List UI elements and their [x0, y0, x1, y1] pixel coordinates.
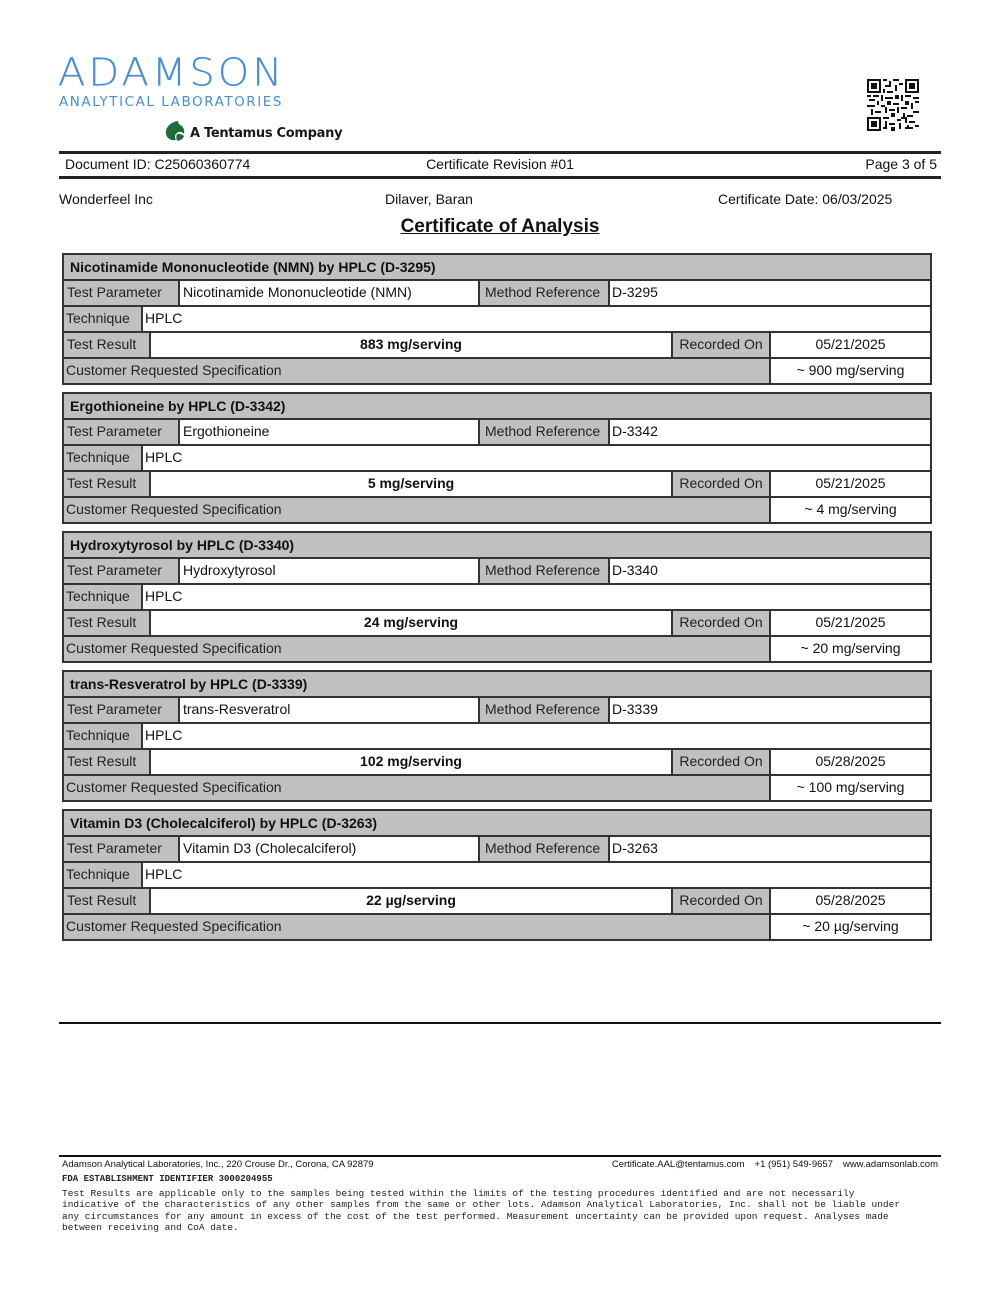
section-title-row: [64, 533, 930, 557]
customer-spec-row: [64, 635, 930, 661]
tentamus-leaf-icon: [164, 120, 186, 147]
recorded-on-date: 05/28/2025: [769, 889, 930, 913]
disclaimer: [62, 1188, 942, 1233]
section-title: Hydroxytyrosol by HPLC (D-3340): [70, 537, 295, 553]
analysis-section: [62, 392, 932, 524]
customer-spec-row: [64, 774, 930, 800]
customer-spec-value: ~ 900 mg/serving: [769, 359, 930, 383]
test-parameter-value: trans-Resveratrol: [178, 698, 478, 722]
tentamus-badge: [164, 120, 342, 147]
footer-contacts: [612, 1159, 938, 1170]
test-result-value: 24 mg/serving: [149, 611, 671, 635]
method-reference-label: Method Reference: [478, 837, 608, 861]
customer-spec-label: Customer Requested Specification: [64, 498, 769, 522]
recorded-on-label: Recorded On: [671, 750, 769, 774]
company-logo-name: ADAMSON: [58, 51, 286, 95]
test-result-label: Test Result: [64, 472, 149, 496]
technique-label: Technique: [64, 863, 141, 887]
customer-spec-value: ~ 100 mg/serving: [769, 776, 930, 800]
technique-row: [64, 305, 930, 331]
technique-value: HPLC: [141, 446, 930, 470]
recorded-on-date: 05/21/2025: [769, 333, 930, 357]
test-result-row: [64, 748, 930, 774]
section-title-row: [64, 672, 930, 696]
test-result-row: [64, 470, 930, 496]
recorded-on-label: Recorded On: [671, 611, 769, 635]
test-result-row: [64, 887, 930, 913]
section-title: trans-Resveratrol by HPLC (D-3339): [70, 676, 308, 692]
technique-label: Technique: [64, 307, 141, 331]
technique-label: Technique: [64, 585, 141, 609]
section-title-row: [64, 811, 930, 835]
customer-spec-label: Customer Requested Specification: [64, 637, 769, 661]
client-name: Wonderfeel Inc: [59, 191, 153, 207]
document-id: Document ID: C25060360774: [65, 156, 251, 172]
customer-spec-label: Customer Requested Specification: [64, 776, 769, 800]
method-reference-value: D-3263: [608, 837, 930, 861]
test-parameter-row: [64, 696, 930, 722]
customer-spec-label: Customer Requested Specification: [64, 915, 769, 939]
section-title: Nicotinamide Mononucleotide (NMN) by HPLC (D-3295): [70, 259, 436, 275]
test-parameter-label: Test Parameter: [64, 281, 178, 305]
test-result-label: Test Result: [64, 333, 149, 357]
analysis-section: [62, 531, 932, 663]
test-parameter-label: Test Parameter: [64, 837, 178, 861]
disclaimer-line: between receiving and CoA date.: [62, 1221, 239, 1233]
test-parameter-value: Ergothioneine: [178, 420, 478, 444]
method-reference-value: D-3342: [608, 420, 930, 444]
method-reference-label: Method Reference: [478, 420, 608, 444]
section-title: Ergothioneine by HPLC (D-3342): [70, 398, 286, 414]
test-parameter-value: Vitamin D3 (Cholecalciferol): [178, 837, 478, 861]
header-top-rule: [59, 151, 941, 154]
recorded-on-date: 05/21/2025: [769, 472, 930, 496]
test-parameter-row: [64, 557, 930, 583]
test-result-row: [64, 331, 930, 357]
fda-identifier: FDA ESTABLISHMENT IDENTIFIER 3000204955: [62, 1174, 273, 1184]
test-parameter-value: Nicotinamide Mononucleotide (NMN): [178, 281, 478, 305]
header-bottom-rule: [59, 176, 941, 179]
customer-spec-row: [64, 357, 930, 383]
test-result-value: 883 mg/serving: [149, 333, 671, 357]
tentamus-label: A Tentamus Company: [190, 126, 343, 141]
recorded-on-date: 05/28/2025: [769, 750, 930, 774]
technique-label: Technique: [64, 446, 141, 470]
test-parameter-row: [64, 835, 930, 861]
certificate-date: Certificate Date: 06/03/2025: [718, 191, 893, 207]
content-end-rule: [59, 1022, 941, 1024]
footer-phone: +1 (951) 549-9657: [754, 1159, 833, 1170]
analysis-section: [62, 809, 932, 941]
technique-value: HPLC: [141, 724, 930, 748]
method-reference-value: D-3340: [608, 559, 930, 583]
method-reference-label: Method Reference: [478, 698, 608, 722]
customer-spec-value: ~ 20 µg/serving: [769, 915, 930, 939]
certificate-revision: Certificate Revision #01: [426, 156, 574, 172]
recorded-on-label: Recorded On: [671, 889, 769, 913]
technique-row: [64, 583, 930, 609]
test-parameter-row: [64, 418, 930, 444]
disclaimer-line: any circumstances for any amount in excess of the cost of the test performed. Measurement uncertainty can be provided upon request. Analyses made: [62, 1210, 889, 1222]
contact-name: Dilaver, Baran: [385, 191, 473, 207]
section-title: Vitamin D3 (Cholecalciferol) by HPLC (D-3263): [70, 815, 378, 831]
disclaimer-line: Test Results are applicable only to the samples being tested within the limits of the testing procedures identified and are not necessarily: [62, 1188, 855, 1199]
disclaimer-line: indicative of the characteristics of any other samples from the same or other lots. Adamson Analytical Laboratories, Inc. shall not be liable under: [62, 1199, 901, 1211]
test-parameter-label: Test Parameter: [64, 420, 178, 444]
method-reference-value: D-3295: [608, 281, 930, 305]
footer-email-link[interactable]: Certificate.AAL@tentamus.com: [611, 1159, 745, 1170]
test-result-label: Test Result: [64, 611, 149, 635]
company-logo-subtitle: ANALYTICAL LABORATORIES: [59, 94, 283, 110]
analysis-section: [62, 253, 932, 385]
method-reference-label: Method Reference: [478, 559, 608, 583]
technique-row: [64, 444, 930, 470]
test-result-value: 102 mg/serving: [149, 750, 671, 774]
customer-spec-label: Customer Requested Specification: [64, 359, 769, 383]
recorded-on-label: Recorded On: [671, 472, 769, 496]
technique-label: Technique: [64, 724, 141, 748]
footer-website-link[interactable]: www.adamsonlab.com: [842, 1159, 938, 1170]
page-number: Page 3 of 5: [865, 156, 937, 172]
customer-spec-value: ~ 20 mg/serving: [769, 637, 930, 661]
footer-address: Adamson Analytical Laboratories, Inc., 220 Crouse Dr., Corona, CA 92879: [62, 1159, 374, 1170]
section-title-row: [64, 255, 930, 279]
section-title-row: [64, 394, 930, 418]
test-result-row: [64, 609, 930, 635]
customer-spec-value: ~ 4 mg/serving: [769, 498, 930, 522]
test-result-value: 5 mg/serving: [149, 472, 671, 496]
page-title: Certificate of Analysis: [400, 216, 600, 237]
customer-spec-row: [64, 496, 930, 522]
recorded-on-date: 05/21/2025: [769, 611, 930, 635]
technique-value: HPLC: [141, 863, 930, 887]
technique-value: HPLC: [141, 585, 930, 609]
analysis-section: [62, 670, 932, 802]
footer-rule: [59, 1155, 941, 1157]
technique-row: [64, 861, 930, 887]
technique-value: HPLC: [141, 307, 930, 331]
test-parameter-label: Test Parameter: [64, 559, 178, 583]
qr-code-icon[interactable]: [867, 79, 919, 131]
test-parameter-label: Test Parameter: [64, 698, 178, 722]
test-result-label: Test Result: [64, 889, 149, 913]
recorded-on-label: Recorded On: [671, 333, 769, 357]
test-result-value: 22 µg/serving: [149, 889, 671, 913]
customer-spec-row: [64, 913, 930, 939]
test-parameter-row: [64, 279, 930, 305]
test-result-label: Test Result: [64, 750, 149, 774]
test-parameter-value: Hydroxytyrosol: [178, 559, 478, 583]
method-reference-value: D-3339: [608, 698, 930, 722]
technique-row: [64, 722, 930, 748]
method-reference-label: Method Reference: [478, 281, 608, 305]
